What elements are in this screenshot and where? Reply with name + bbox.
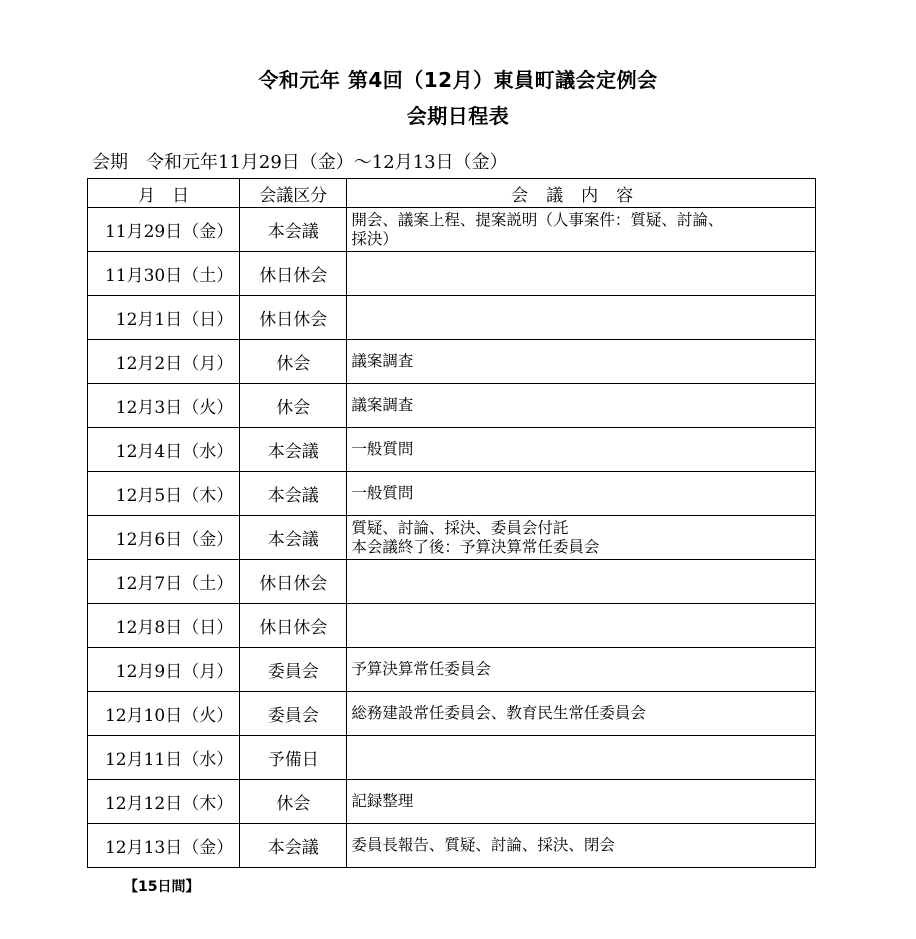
table-row — [88, 604, 816, 648]
period-label: 会期 — [92, 152, 128, 173]
document-subtitle: 会期日程表 — [406, 104, 510, 128]
table-header-row — [88, 179, 816, 208]
row-session-type: 委員会 — [240, 692, 347, 736]
table-row — [88, 296, 816, 340]
row-date: 12月10日（火） — [88, 692, 240, 736]
row-date: 12月5日（木） — [88, 472, 240, 516]
row-session-type: 休日休会 — [240, 604, 347, 648]
row-content — [347, 384, 816, 428]
row-content-line: 記録整理 — [351, 792, 414, 810]
row-content — [347, 824, 816, 868]
row-date: 12月11日（水） — [88, 736, 240, 780]
table-row — [88, 824, 816, 868]
table-row — [88, 780, 816, 824]
column-header-content: 会議内容 — [347, 179, 816, 208]
row-date: 12月6日（金） — [88, 516, 240, 560]
row-content-line: 開会、議案上程、提案説明（人事案件：質疑、討論、 — [351, 210, 724, 229]
table-row — [88, 428, 816, 472]
row-date: 11月30日（土） — [88, 252, 240, 296]
schedule-table — [87, 178, 816, 868]
row-content — [347, 560, 816, 604]
row-session-type: 本会議 — [240, 472, 347, 516]
document-title: 令和元年 第4回（12月）東員町議会定例会 — [258, 68, 658, 92]
session-period — [92, 148, 508, 174]
table-row — [88, 736, 816, 780]
row-date: 12月7日（土） — [88, 560, 240, 604]
row-date: 11月29日（金） — [88, 208, 240, 252]
row-date: 12月12日（木） — [88, 780, 240, 824]
table-row — [88, 560, 816, 604]
row-content-line: 採決） — [351, 229, 398, 248]
row-session-type: 予備日 — [240, 736, 347, 780]
row-content-line: 一般質問 — [351, 440, 414, 458]
row-content-line: 議案調査 — [351, 396, 414, 414]
row-date: 12月2日（月） — [88, 340, 240, 384]
column-header-date: 月 日 — [88, 179, 240, 208]
row-session-type: 休会 — [240, 340, 347, 384]
table-row — [88, 692, 816, 736]
table-row — [88, 384, 816, 428]
row-date: 12月3日（火） — [88, 384, 240, 428]
row-content — [347, 472, 816, 516]
row-content-line: 総務建設常任委員会、教育民生常任委員会 — [351, 704, 646, 722]
table-row — [88, 340, 816, 384]
row-session-type: 休日休会 — [240, 296, 347, 340]
row-date: 12月8日（日） — [88, 604, 240, 648]
row-date: 12月13日（金） — [88, 824, 240, 868]
row-content — [347, 428, 816, 472]
row-session-type: 委員会 — [240, 648, 347, 692]
row-content — [347, 340, 816, 384]
table-row — [88, 648, 816, 692]
row-date: 12月4日（水） — [88, 428, 240, 472]
row-session-type: 本会議 — [240, 208, 347, 252]
row-date: 12月9日（月） — [88, 648, 240, 692]
row-content — [347, 252, 816, 296]
row-content-line: 議案調査 — [351, 352, 414, 370]
row-session-type: 本会議 — [240, 428, 347, 472]
row-content — [347, 296, 816, 340]
row-content — [347, 692, 816, 736]
row-content — [347, 736, 816, 780]
table-row — [88, 252, 816, 296]
period-value: 令和元年11月29日（金）～12月13日（金） — [146, 152, 508, 173]
row-session-type: 休会 — [240, 780, 347, 824]
row-session-type: 休日休会 — [240, 560, 347, 604]
duration-note: 【15日間】 — [124, 879, 200, 895]
row-content — [347, 648, 816, 692]
row-session-type: 休会 — [240, 384, 347, 428]
table-row — [88, 208, 816, 252]
row-content-line: 予算決算常任委員会 — [351, 660, 491, 678]
row-content-line: 本会議終了後：予算決算常任委員会 — [351, 537, 600, 556]
row-content — [347, 604, 816, 648]
table-row — [88, 516, 816, 560]
row-session-type: 本会議 — [240, 516, 347, 560]
row-date: 12月1日（日） — [88, 296, 240, 340]
row-content-line: 質疑、討論、採決、委員会付託 — [351, 518, 569, 537]
row-content — [347, 780, 816, 824]
row-session-type: 休日休会 — [240, 252, 347, 296]
row-content-line: 委員長報告、質疑、討論、採決、閉会 — [351, 836, 615, 854]
row-content — [347, 516, 816, 560]
column-header-kind: 会議区分 — [240, 179, 347, 208]
table-row — [88, 472, 816, 516]
row-content — [347, 208, 816, 252]
row-content-line: 一般質問 — [351, 484, 414, 502]
row-session-type: 本会議 — [240, 824, 347, 868]
